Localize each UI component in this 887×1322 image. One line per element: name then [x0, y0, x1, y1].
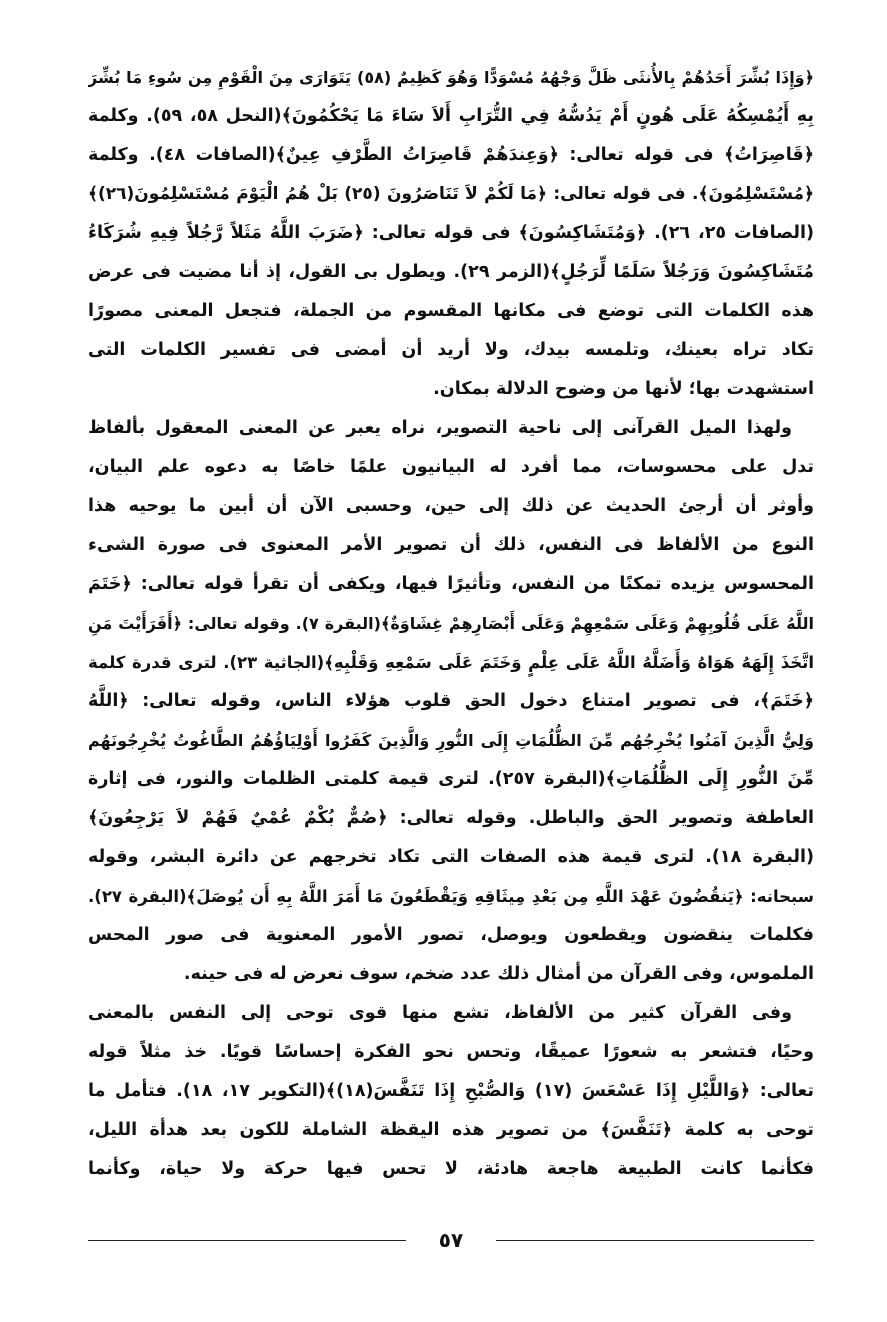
text-line: الملموس، وفى القرآن من أمثال ذلك عدد ضخم، سوف نعرض له فى حينه. [183, 964, 814, 984]
paragraph-first-line: ولهذا الميل القرآنى إلى ناحية التصوير، نراه يعبر عن المعنى المعقول بألفاظ [88, 418, 792, 438]
text-line: ﴿وَإِذَا بُشِّرَ أَحَدُهُمْ بِالأُنثَى ظَلَّ وَجْهُهُ مُسْوَدًّا وَهُوَ كَظِيمٌ (٥٨) يَتَوَارَى مِنَ الْقَوْمِ مِن سُوءِ مَا بُشِّرَ [88, 68, 814, 87]
text-line: توحى به كلمة ﴿تَنَفَّسَ﴾ من تصوير هذه اليقظة الشاملة للكون بعد هدأة الليل، [88, 1120, 814, 1140]
text-line: ﴿قَاصِرَاتُ﴾ فى قوله تعالى: ﴿وَعِندَهُمْ قَاصِرَاتُ الطَّرْفِ عِينٌ﴾(الصافات ٤٨). وكلمة [88, 145, 814, 165]
page-footer [88, 1222, 814, 1258]
text-line: ﴿مُسْتَسْلِمُونَ﴾. فى قوله تعالى: ﴿مَا لَكُمْ لاَ تَنَاصَرُونَ (٢٥) بَلْ هُمُ الْيَوْمَ مُسْتَسْلِمُونَ(٢٦)﴾ [88, 184, 814, 204]
text-line: هذه الكلمات التى توضع فى مكانها المقسوم من الجملة، فتجعل المعنى مصورًا [88, 301, 814, 321]
text-line: اللَّهُ عَلَى قُلُوبِهِمْ وَعَلَى سَمْعِهِمْ وَعَلَى أَبْصَارِهِمْ غِشَاوَةٌ﴾(البقرة ٧). وقوله تعالى: ﴿أَفَرَأَيْتَ مَنِ [88, 614, 814, 633]
text-line: بِهِ أَيُمْسِكُهُ عَلَى هُونٍ أَمْ يَدُسُّهُ فِي التُّرَابِ أَلاَ سَاءَ مَا يَحْكُمُونَ﴾(النحل ٥٨، ٥٩). وكلمة [88, 106, 814, 126]
page-number: ٥٧ [438, 1228, 464, 1252]
document-body [88, 58, 814, 1189]
text-line: استشهدت بها؛ لأنها من وضوح الدلالة بمكان. [433, 379, 814, 399]
text-line: وأوثر أن أرجئ الحديث عن ذلك إلى حين، وحسبى الآن أن أبين ما يوحيه هذا [88, 496, 814, 516]
text-line: اتَّخَذَ إِلَهَهُ هَوَاهُ وَأَضَلَّهُ اللَّهُ عَلَى عِلْمٍ وَخَتَمَ عَلَى سَمْعِهِ وَقَلْبِهِ﴾(الجاثية ٢٣). لترى قدرة كلمة [88, 653, 814, 672]
paragraph-first-line: وفى القرآن كثير من الألفاظ، تشع منها قوى توحى إلى النفس بالمعنى [88, 1003, 792, 1023]
text-line: المحسوس يزيده تمكنًا من النفس، وتأثيرًا فيها، ويكفى أن تقرأ قوله تعالى: ﴿خَتَمَ [88, 574, 814, 594]
text-line: (البقرة ١٨). لترى قيمة هذه الصفات التى تكاد تخرجهم عن دائرة البشر، وقوله [88, 847, 814, 867]
text-line: وحيًا، فتشعر به شعورًا عميقًا، وتحس نحو الفكرة إحساسًا قويًا. خذ مثلاً قوله [88, 1042, 814, 1062]
text-line: مُتَشَاكِسُونَ وَرَجُلاً سَلَمًا لِّرَجُلٍ﴾(الزمر ٢٩). ويطول بى القول، إذ أنا مضيت فى عرض [88, 262, 814, 282]
text-line: تعالى: ﴿وَاللَّيْلِ إِذَا عَسْعَسَ (١٧) وَالصُّبْحِ إِذَا تَنَفَّسَ(١٨)﴾(التكوير ١٧، ١٨). فتأمل ما [88, 1081, 814, 1101]
footer-rule-right [496, 1240, 814, 1241]
text-line: النوع من الألفاظ فى النفس، ذلك أن تصوير الأمر المعنوى فى صورة الشىء [88, 535, 814, 555]
text-line: ﴿خَتَمَ﴾، فى تصوير امتناع دخول الحق قلوب هؤلاء الناس، وقوله تعالى: ﴿اللَّهُ [88, 691, 814, 711]
text-line: فكأنما كانت الطبيعة هاجعة هادئة، لا تحس فيها حركة ولا حياة، وكأنما [88, 1159, 814, 1179]
text-line: سبحانه: ﴿يَنقُضُونَ عَهْدَ اللَّهِ مِن بَعْدِ مِيثَاقِهِ وَيَقْطَعُونَ مَا أَمَرَ اللَّهُ بِهِ أَن يُوصَلَ﴾(البقرة ٢٧). [88, 887, 814, 906]
text-line: فكلمات ينقضون ويقطعون ويوصل، تصور الأمور المعنوية فى صور المحس [88, 925, 814, 945]
text-line: (الصافات ٢٥، ٢٦). ﴿وَمُتَشَاكِسُونَ﴾ فى قوله تعالى: ﴿ضَرَبَ اللَّهُ مَثَلاً رَّجُلاً فِيهِ شُرَكَاءُ [88, 223, 814, 243]
text-line: تكاد تراه بعينك، وتلمسه بيدك، ولا أريد أن أمضى فى تفسير الكلمات التى [88, 340, 814, 360]
footer-rule-left [88, 1240, 406, 1241]
text-line: وَلِيُّ الَّذِينَ آمَنُوا يُخْرِجُهُم مِّنَ الظُّلُمَاتِ إِلَى النُّورِ وَالَّذِينَ كَفَرُوا أَوْلِيَاؤُهُمُ الطَّاغُوتُ يُخْرِجُونَهُم [88, 731, 814, 750]
text-line: مِّنَ النُّورِ إِلَى الظُّلُمَاتِ﴾(البقرة ٢٥٧). لترى قيمة كلمتى الظلمات والنور، فى إثارة [88, 769, 814, 789]
text-line: تدل على محسوسات، مما أفرد له البيانيون علمًا خاصًا به دعوه علم البيان، [88, 457, 814, 477]
text-line: العاطفة وتصوير الحق والباطل. وقوله تعالى: ﴿صُمٌّ بُكْمٌ عُمْيٌ فَهُمْ لاَ يَرْجِعُونَ﴾ [88, 808, 814, 828]
